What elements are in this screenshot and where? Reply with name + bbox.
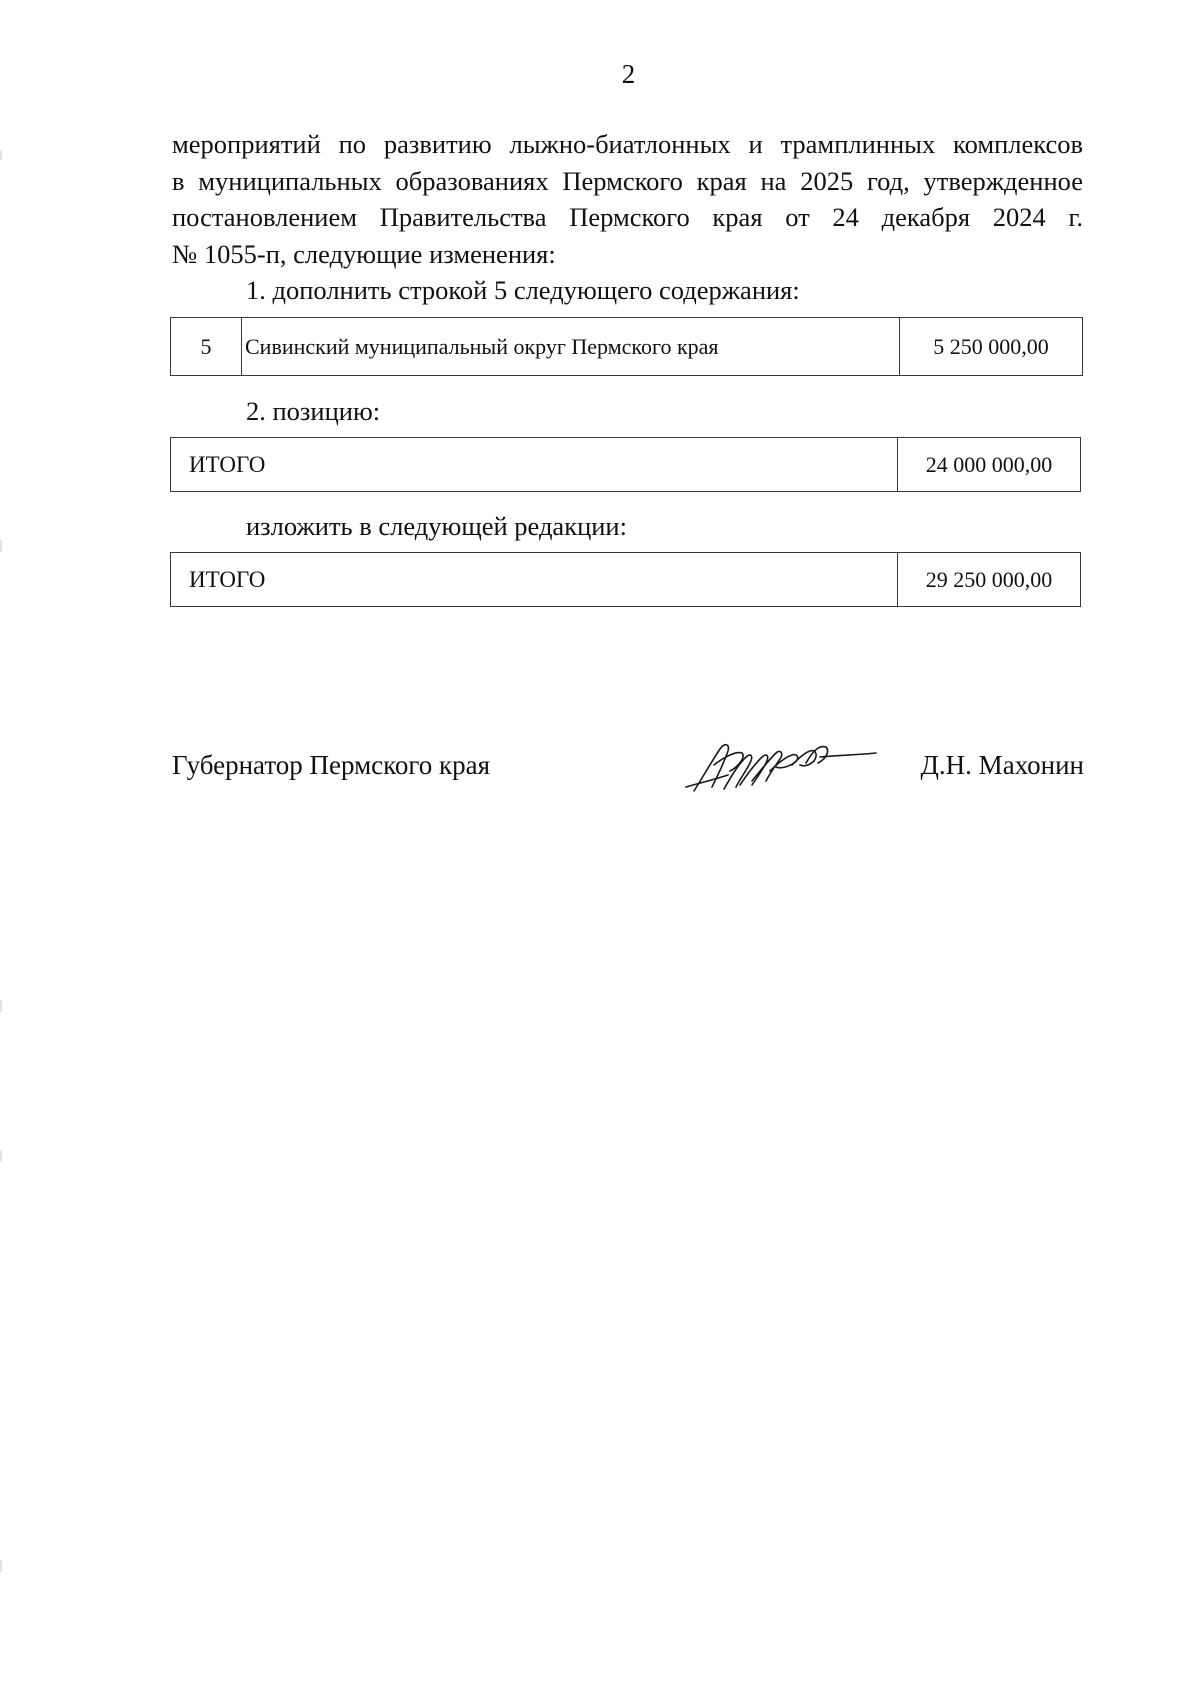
- handwritten-signature: [680, 735, 880, 795]
- signatory-name: Д.Н. Махонин: [920, 750, 1084, 780]
- body-line: постановлением Правительства Пермского края от 24 декабря 2024 г.: [172, 202, 1083, 232]
- table-row: [171, 438, 1081, 492]
- amount-cell: 5 250 000,00: [900, 318, 1083, 376]
- body-line: в муниципальных образованиях Пермского края на 2025 год, утвержденное: [172, 165, 1083, 196]
- total-amount-cell: 29 250 000,00: [898, 553, 1081, 607]
- page-number: 2: [621, 59, 636, 89]
- body-paragraph: [172, 126, 1083, 272]
- amendment-item-1: 1. дополнить строкой 5 следующего содержания:: [246, 275, 800, 305]
- amendment-item-3: изложить в следующей редакции:: [246, 511, 627, 541]
- scan-edge-marks: [0, 0, 4, 1696]
- body-line: № 1055-п, следующие изменения:: [172, 238, 556, 269]
- municipality-name-cell: Сивинский муниципальный округ Пермского края: [242, 318, 900, 376]
- body-line: мероприятий по развитию лыжно-биатлонных и трамплинных комплексов: [172, 129, 1083, 159]
- row-number-cell: 5: [171, 318, 242, 376]
- added-row-table: [170, 317, 1083, 376]
- table-row: [171, 553, 1081, 607]
- signature-block: [172, 747, 1084, 791]
- total-amount-cell: 24 000 000,00: [898, 438, 1081, 492]
- total-label-cell: ИТОГО: [171, 553, 898, 607]
- old-total-table: [170, 437, 1081, 492]
- signatory-title: Губернатор Пермского края: [172, 750, 491, 780]
- amendment-item-2: 2. позицию:: [246, 396, 381, 426]
- new-total-table: [170, 552, 1081, 607]
- total-label-cell: ИТОГО: [171, 438, 898, 492]
- table-row: [171, 318, 1083, 376]
